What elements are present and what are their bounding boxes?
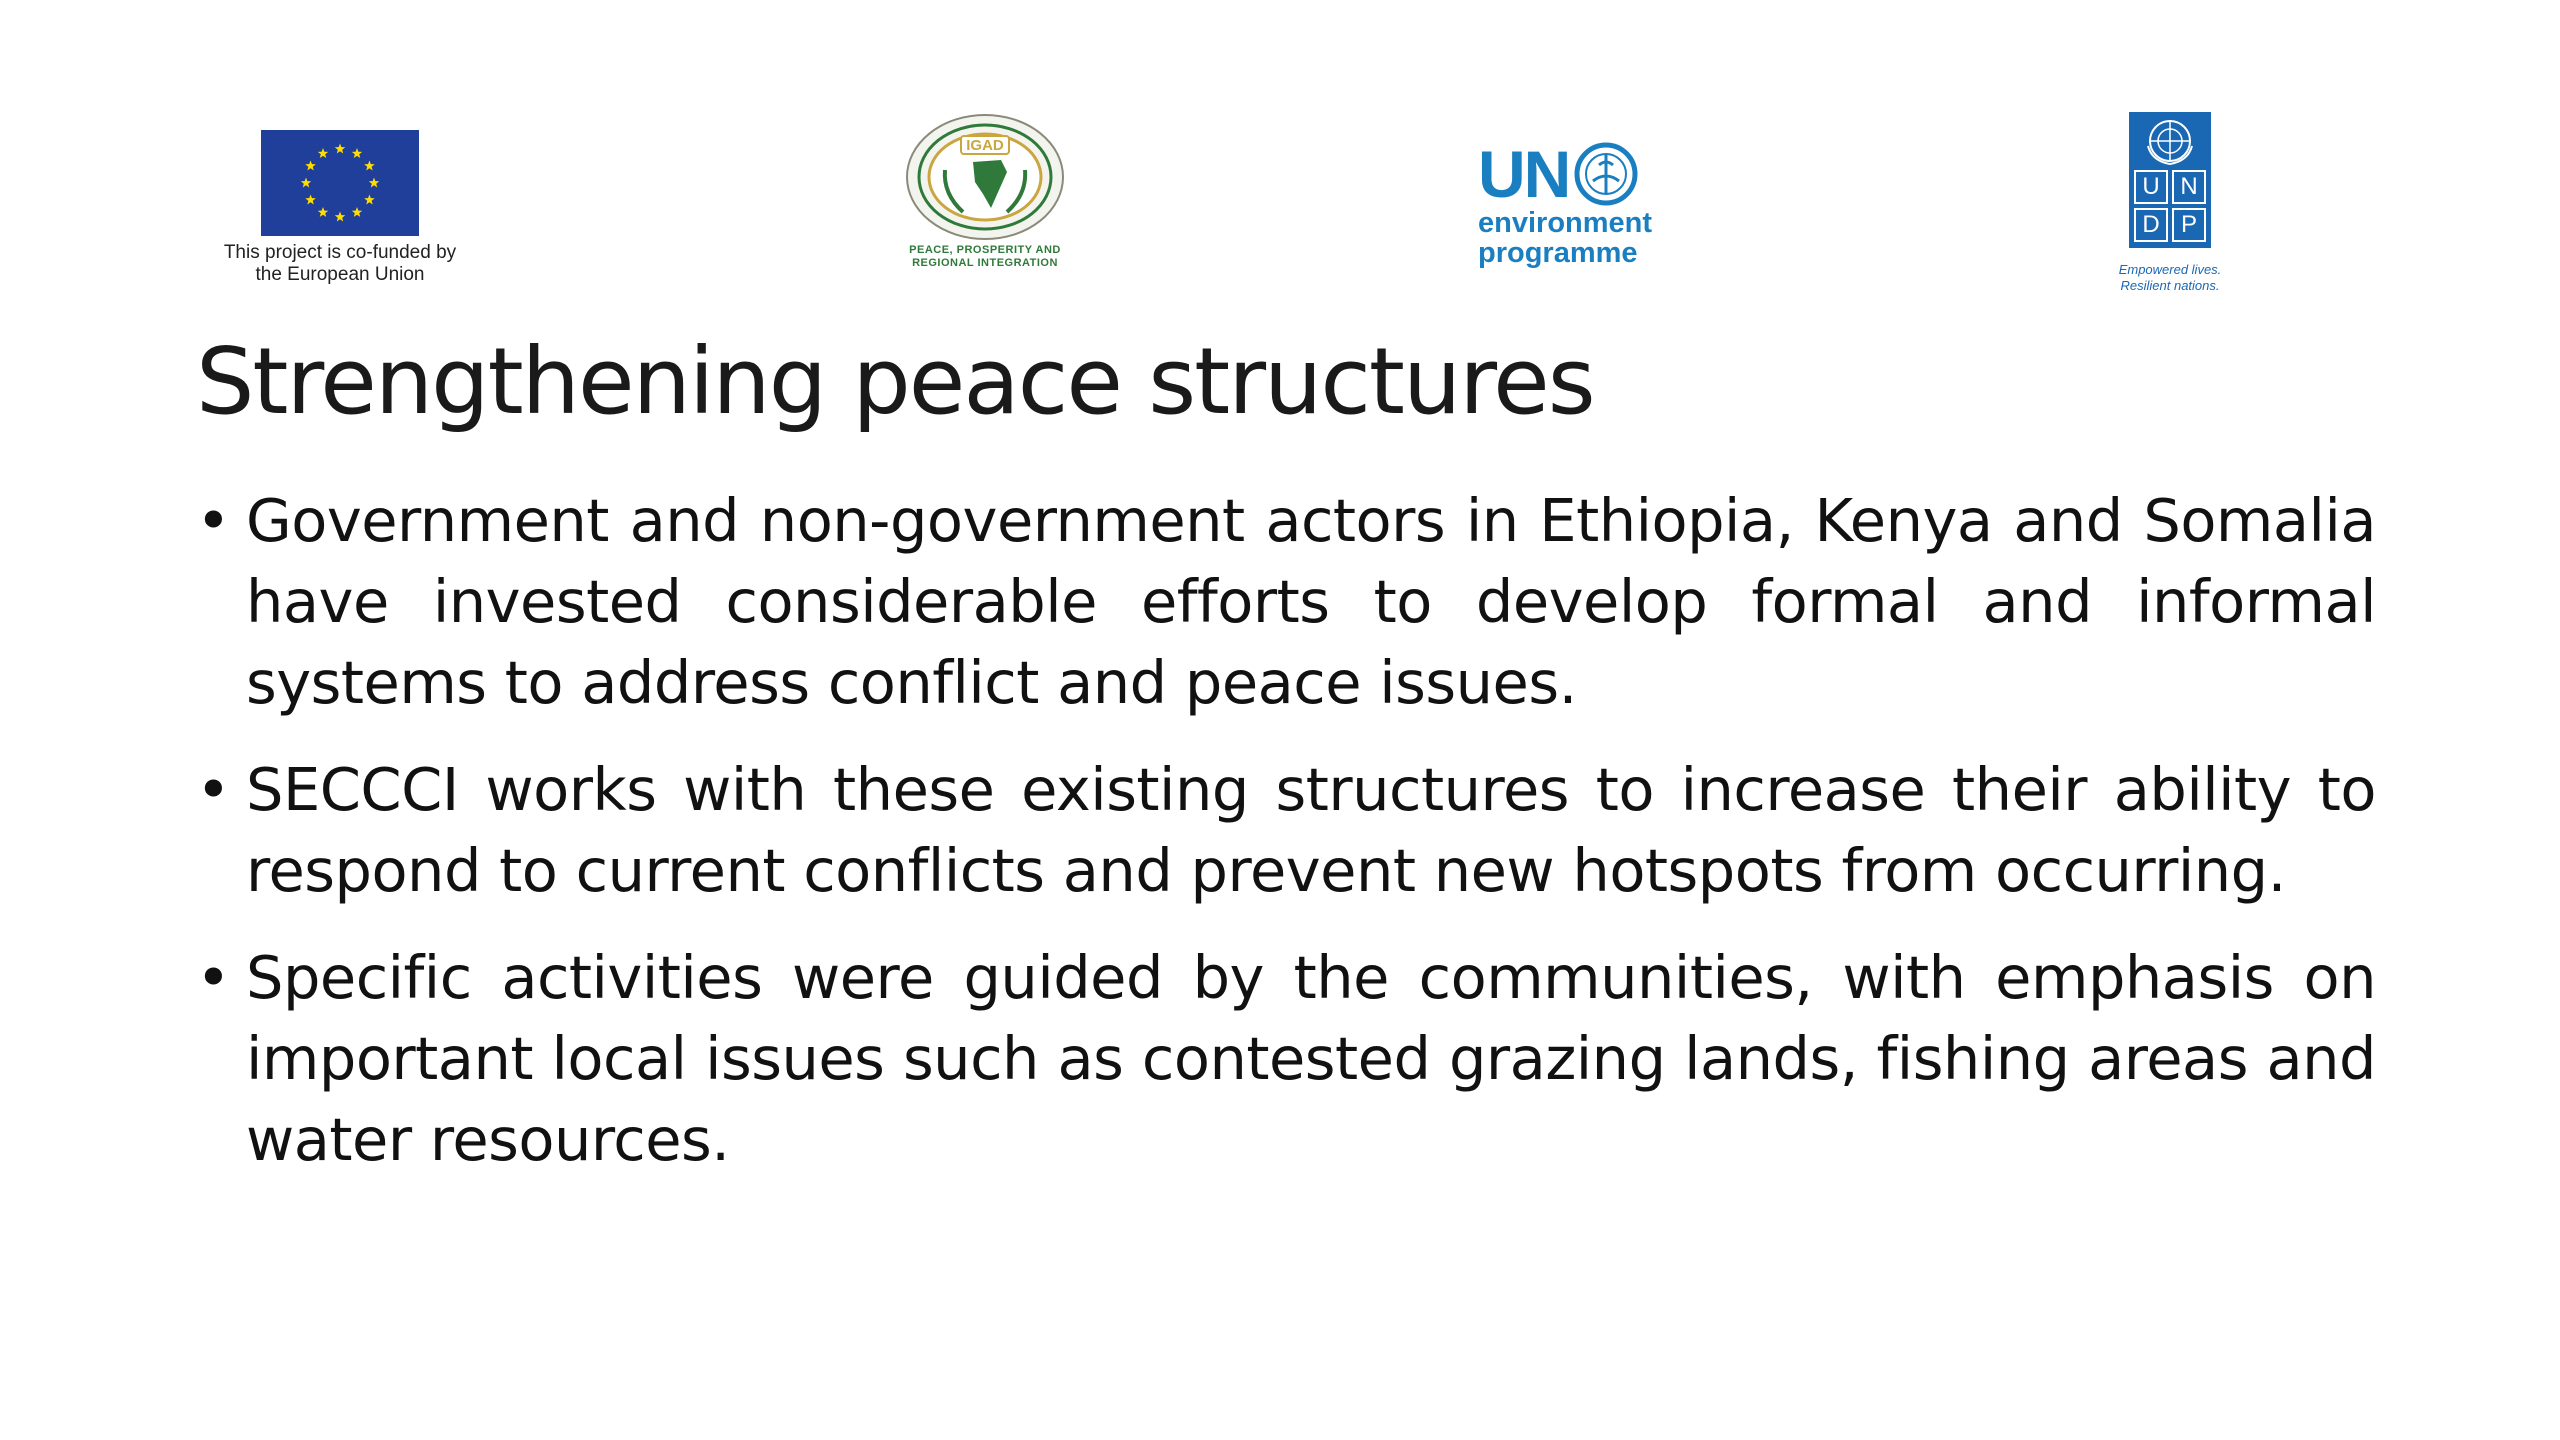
undp-letter-p: P [2172,208,2206,242]
bullet-text: Government and non-government actors in Ethiopia, Kenya and Somalia have invested considerable efforts to develop formal and informal systems to address conflict and peace issues. [246,486,2376,717]
undp-letter-n: N [2172,170,2206,204]
igad-caption-line1: PEACE, PROSPERITY AND [909,244,1061,256]
igad-badge-text: IGAD [965,137,1004,154]
un-emblem-icon [2142,116,2198,166]
bullet-dot-icon: • [196,755,231,824]
bullet-text: SECCCI works with these existing structures to increase their ability to respond to current conflicts and prevent new hotspots from occurring. [246,755,2376,905]
undp-letter-d: D [2134,208,2168,242]
igad-logo [885,112,1085,270]
undp-block [2129,112,2211,248]
un-emblem-icon [1573,141,1639,207]
unep-logo [1478,137,1688,269]
unep-un-text: UN [1478,137,1570,211]
bullet-item [196,937,2376,1180]
eu-flag-icon [261,130,419,236]
logo-bar [0,0,2560,330]
undp-caption-line2: Resilient nations. [2120,278,2220,293]
unep-word-line2: programme [1478,237,1638,269]
bullet-list [196,480,2376,1206]
bullet-text: Specific activities were guided by the communities, with emphasis on important local issues such as contested grazing lands, fishing areas and water resources. [246,943,2376,1174]
bullet-item [196,749,2376,911]
eu-logo [215,130,465,286]
eu-caption-line1: This project is co-funded by [223,242,457,263]
slide-title: Strengthening peace structures [196,328,1594,435]
igad-caption-line2: REGIONAL INTEGRATION [912,257,1058,269]
bullet-dot-icon: • [196,486,231,555]
undp-letter-u: U [2134,170,2168,204]
eu-caption [215,242,465,286]
bullet-item [196,480,2376,723]
eu-caption-line2: the European Union [255,264,425,285]
undp-letter-grid [2129,170,2211,242]
undp-logo [2095,112,2245,294]
bullet-dot-icon: • [196,943,231,1012]
unep-top [1478,137,1688,211]
undp-caption [2095,262,2245,294]
igad-caption [885,244,1085,270]
igad-seal-icon [903,112,1068,242]
undp-caption-line1: Empowered lives. [2118,262,2222,277]
unep-word-line1: environment [1478,207,1653,239]
